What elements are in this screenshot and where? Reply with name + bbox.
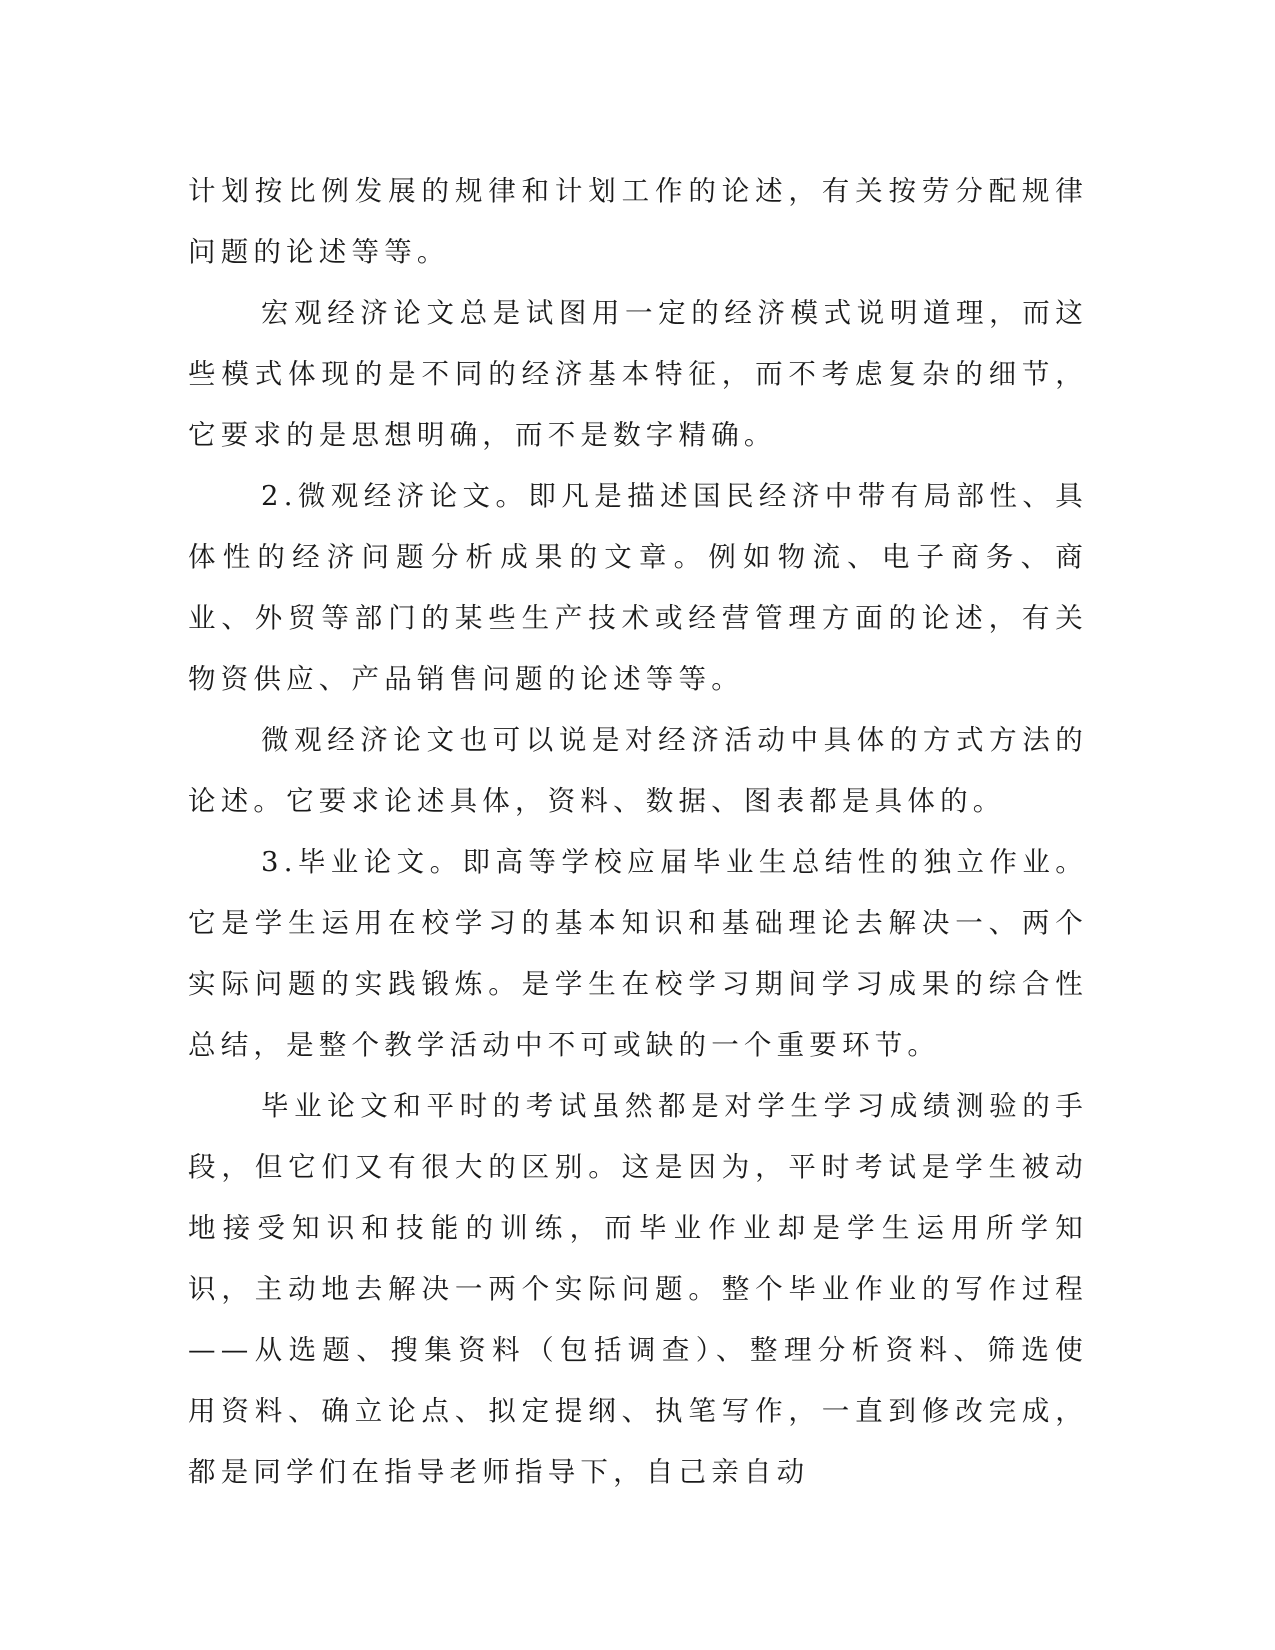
paragraph-microeconomic-paper-detail: 微观经济论文也可以说是对经济活动中具体的方式方法的论述。它要求论述具体，资料、数据、图表都是具体的。	[188, 724, 1088, 817]
paragraph-graduation-thesis-definition: 3.毕业论文。即高等学校应届毕业生总结性的独立作业。它是学生运用在校学习的基本知识和基础理论去解决一、两个实际问题的实践锻炼。是学生在校学习期间学习成果的综合性总结，是整个教学活动中不可或缺的一个重要环节。	[188, 846, 1088, 1061]
paragraph-graduation-thesis-vs-exams: 毕业论文和平时的考试虽然都是对学生学习成绩测验的手段，但它们又有很大的区别。这是因为，平时考试是学生被动地接受知识和技能的训练，而毕业作业却是学生运用所学知识，主动地去解决一两个实际问题。整个毕业作业的写作过程——从选题、搜集资料（包括调查）、整理分析资料、筛选使用资料、确立论点、拟定提纲、执笔写作，一直到修改完成，都是同学们在指导老师指导下，自己亲自动	[188, 1090, 1088, 1488]
paragraph-microeconomic-paper-definition: 2.微观经济论文。即凡是描述国民经济中带有局部性、具体性的经济问题分析成果的文章。例如物流、电子商务、商业、外贸等部门的某些生产技术或经营管理方面的论述，有关物资供应、产品销售问题的论述等等。	[188, 480, 1088, 695]
paragraph-macroeconomic-paper: 宏观经济论文总是试图用一定的经济模式说明道理，而这些模式体现的是不同的经济基本特征，而不考虑复杂的细节，它要求的是思想明确，而不是数字精确。	[188, 297, 1088, 451]
paragraph-planned-economy-continuation: 计划按比例发展的规律和计划工作的论述，有关按劳分配规律问题的论述等等。	[188, 175, 1088, 268]
document-body	[188, 161, 1088, 1503]
